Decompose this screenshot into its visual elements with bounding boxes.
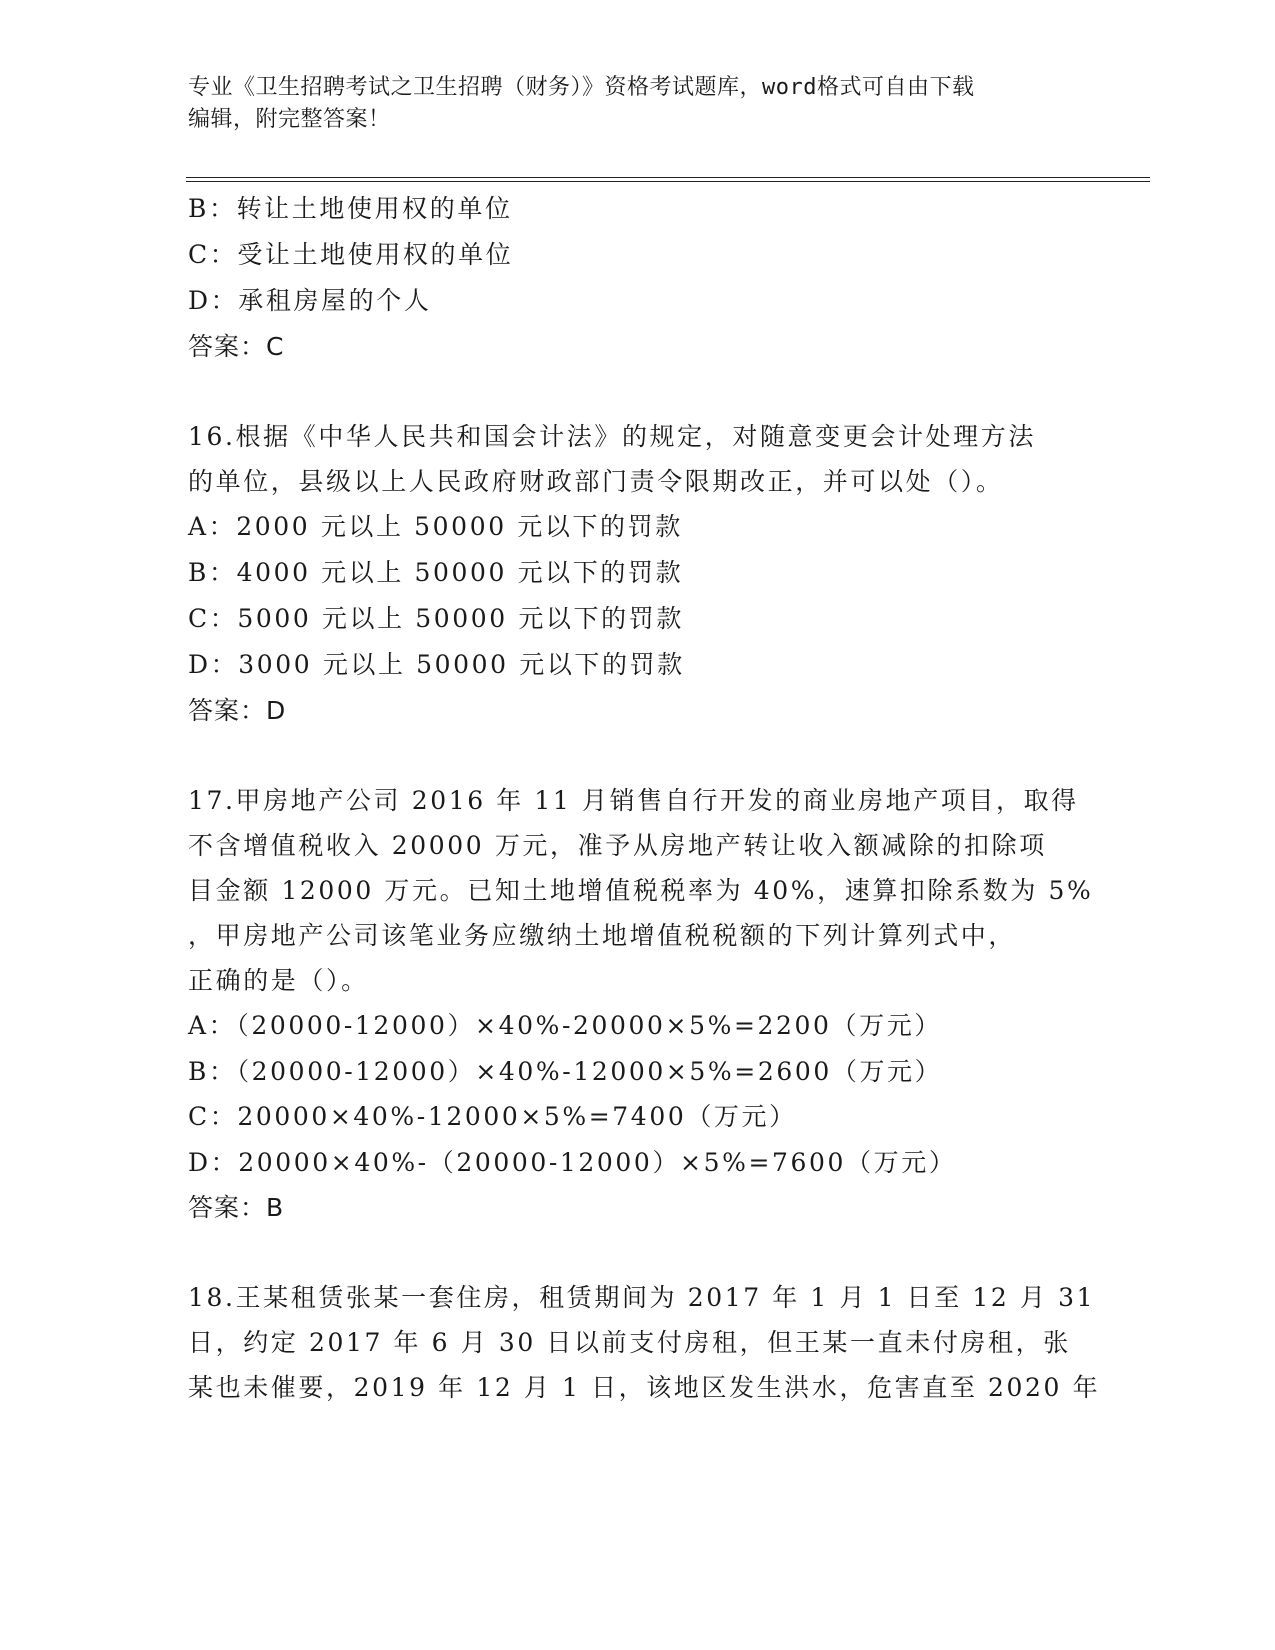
spacer <box>188 1231 1088 1275</box>
question-stem-line: 18.王某租赁张某一套住房，租赁期间为 2017 年 1 月 1 日至 12 月 31 <box>188 1283 1096 1312</box>
question-stem-line: 某也未催要，2019 年 12 月 1 日，该地区发生洪水，危害直至 2020 年 <box>188 1373 1101 1402</box>
header-line-1: 专业《卫生招聘考试之卫生招聘（财务）》资格考试题库，word格式可自由下载 <box>188 75 975 100</box>
spacer <box>188 734 1088 778</box>
question-15-tail <box>188 186 1088 370</box>
question-stem-line: 的单位，县级以上人民政府财政部门责令限期改正，并可以处（）。 <box>188 467 1004 496</box>
option-b: B：4000 元以上 50000 元以下的罚款 <box>188 558 684 587</box>
answer-line: 答案：D <box>188 696 287 725</box>
question-stem-line: 不含增值税收入 20000 万元，准予从房地产转让收入额减除的扣除项 <box>188 831 1047 860</box>
header-line-2: 编辑，附完整答案！ <box>188 107 391 132</box>
option-d: D：20000×40%-（20000-12000）×5%=7600（万元） <box>188 1147 957 1177</box>
question-18 <box>188 1275 1101 1410</box>
question-16 <box>188 414 1088 734</box>
option-c: C：20000×40%-12000×5%=7400（万元） <box>188 1102 797 1131</box>
question-stem-line: ，甲房地产公司该笔业务应缴纳土地增值税税额的下列计算列式中， <box>188 921 1017 950</box>
header-divider <box>186 177 1150 182</box>
question-stem-line: 日，约定 2017 年 6 月 30 日以前支付房租，但王某一直未付房租，张 <box>188 1328 1071 1357</box>
answer-line: 答案：C <box>188 332 285 361</box>
question-stem-line: 正确的是（）。 <box>188 966 369 995</box>
answer-line: 答案：B <box>188 1193 285 1222</box>
option-b: B：转让土地使用权的单位 <box>188 194 513 223</box>
document-body <box>188 186 1101 1410</box>
option-a: A：2000 元以上 50000 元以下的罚款 <box>188 512 683 541</box>
option-c: C：5000 元以上 50000 元以下的罚款 <box>188 604 684 633</box>
spacer <box>188 370 1088 414</box>
document-header <box>188 72 1068 136</box>
option-c: C：受让土地使用权的单位 <box>188 240 514 269</box>
option-a: A：（20000-12000）×40%-20000×5%=2200（万元） <box>188 1011 942 1040</box>
option-d: D：承租房屋的个人 <box>188 286 432 315</box>
option-d: D：3000 元以上 50000 元以下的罚款 <box>188 650 685 679</box>
option-b: B：（20000-12000）×40%-12000×5%=2600（万元） <box>188 1056 943 1086</box>
question-stem-line: 目金额 12000 万元。已知土地增值税税率为 40%，速算扣除系数为 5% <box>188 876 1094 905</box>
question-17 <box>188 778 1094 1231</box>
question-stem-line: 17.甲房地产公司 2016 年 11 月销售自行开发的商业房地产项目，取得 <box>188 786 1079 815</box>
question-stem-line: 16.根据《中华人民共和国会计法》的规定，对随意变更会计处理方法 <box>188 422 1036 451</box>
